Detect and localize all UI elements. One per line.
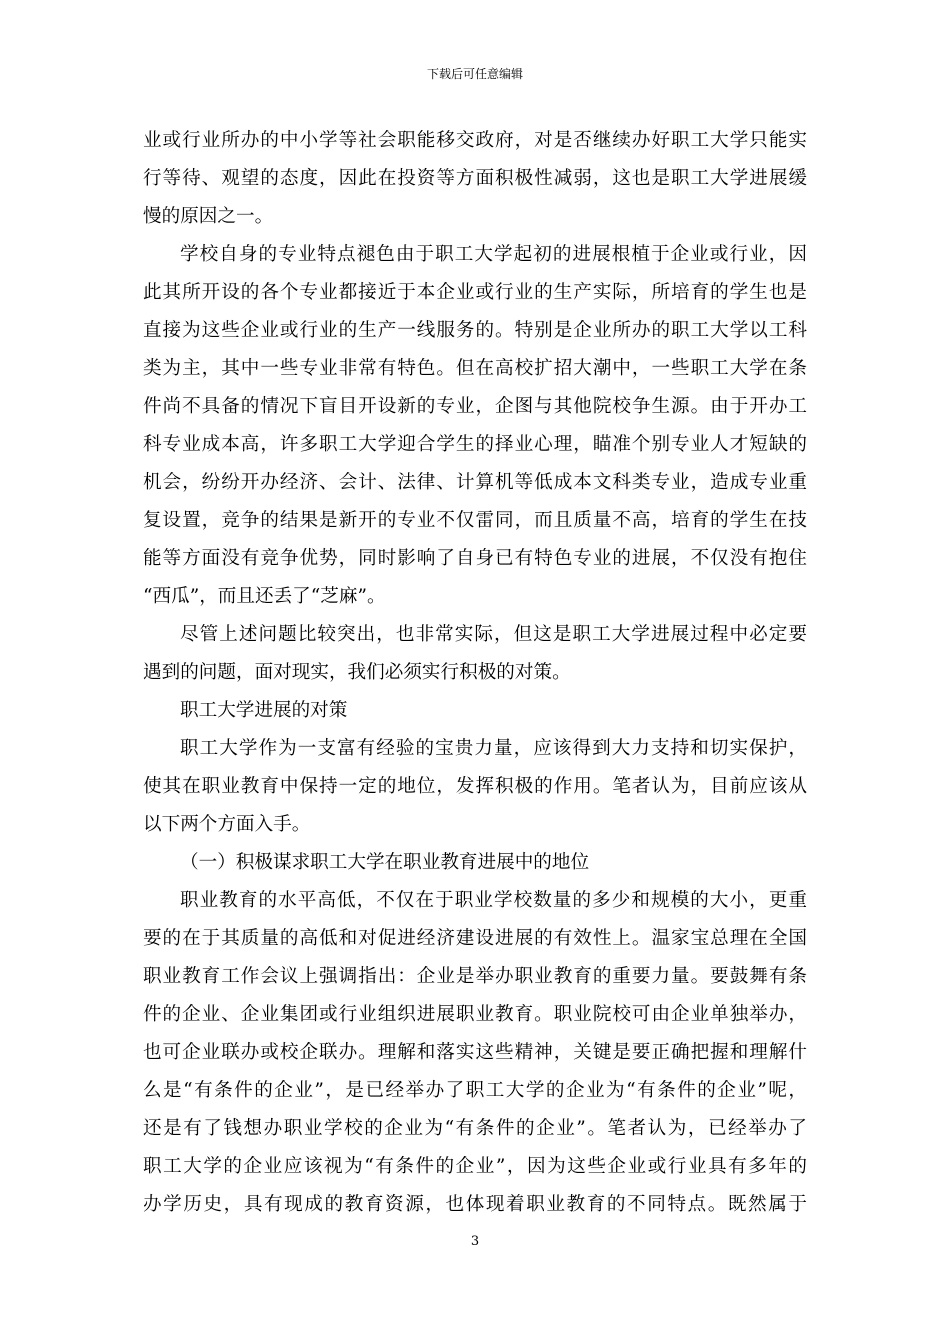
text-line: 职业教育工作会议上强调指出：企业是举办职业教育的重要力量。要鼓舞有条 bbox=[143, 966, 807, 987]
text-line: 尽管上述问题比较突出，也非常实际，但这是职工大学进展过程中必定要 bbox=[180, 624, 807, 645]
text-line: 慢的原因之一。 bbox=[143, 206, 274, 227]
text-line: 也可企业联办或校企联办。理解和落实这些精神，关键是要正确把握和理解什 bbox=[143, 1042, 807, 1063]
subsection-heading: （一）积极谋求职工大学在职业教育进展中的地位 bbox=[180, 852, 590, 873]
text-line: 类为主，其中一些专业非常有特色。但在高校扩招大潮中，一些职工大学在条 bbox=[143, 358, 807, 379]
text-line: 使其在职业教育中保持一定的地位，发挥积极的作用。笔者认为，目前应该从 bbox=[143, 776, 807, 797]
page-number: 3 bbox=[470, 1234, 480, 1249]
page-header: 下载后可任意编辑 bbox=[426, 67, 523, 81]
text-line: 直接为这些企业或行业的生产一线服务的。特别是企业所办的职工大学以工科 bbox=[143, 320, 807, 341]
text-line: 学校自身的专业特点褪色由于职工大学起初的进展根植于企业或行业，因 bbox=[180, 244, 807, 265]
text-line: 要的在于其质量的高低和对促进经济建设进展的有效性上。温家宝总理在全国 bbox=[143, 928, 807, 949]
text-line: 职业教育的水平高低，不仅在于职业学校数量的多少和规模的大小，更重 bbox=[180, 890, 807, 911]
text-line: 遇到的问题，面对现实，我们必须实行积极的对策。 bbox=[143, 662, 571, 683]
document-body bbox=[143, 122, 807, 1224]
text-line: 复设置，竞争的结果是新开的专业不仅雷同，而且质量不高，培育的学生在技 bbox=[143, 510, 807, 531]
section-heading: 职工大学进展的对策 bbox=[180, 700, 348, 721]
text-line: 业或行业所办的中小学等社会职能移交政府，对是否继续办好职工大学只能实 bbox=[143, 130, 807, 151]
text-line: 此其所开设的各个专业都接近于本企业或行业的生产实际，所培育的学生也是 bbox=[143, 282, 807, 303]
text-line: 科专业成本高，许多职工大学迎合学生的择业心理，瞄准个别专业人才短缺的 bbox=[143, 434, 807, 455]
text-line: 机会，纷纷开办经济、会计、法律、计算机等低成本文科类专业，造成专业重 bbox=[143, 472, 807, 493]
text-line: 职工大学作为一支富有经验的宝贵力量，应该得到大力支持和切实保护， bbox=[180, 738, 807, 759]
text-line: 办学历史，具有现成的教育资源，也体现着职业教育的不同特点。既然属于 bbox=[143, 1194, 807, 1215]
text-line: 能等方面没有竞争优势，同时影响了自身已有特色专业的进展，不仅没有抱住 bbox=[143, 548, 807, 569]
text-line: 职工大学的企业应该视为“有条件的企业”，因为这些企业或行业具有多年的 bbox=[143, 1156, 807, 1177]
text-line: 么是“有条件的企业”，是已经举办了职工大学的企业为“有条件的企业”呢， bbox=[143, 1080, 807, 1101]
text-line: 以下两个方面入手。 bbox=[143, 814, 311, 835]
text-line: 行等待、观望的态度，因此在投资等方面积极性减弱，这也是职工大学进展缓 bbox=[143, 168, 807, 189]
text-line: 还是有了钱想办职业学校的企业为“有条件的企业”。笔者认为，已经举办了 bbox=[143, 1118, 807, 1139]
text-line: 件尚不具备的情况下盲目开设新的专业，企图与其他院校争生源。由于开办工 bbox=[143, 396, 807, 417]
text-line: “西瓜”，而且还丢了“芝麻”。 bbox=[143, 586, 386, 607]
text-line: 件的企业、企业集团或行业组织进展职业教育。职业院校可由企业单独举办， bbox=[143, 1004, 807, 1025]
